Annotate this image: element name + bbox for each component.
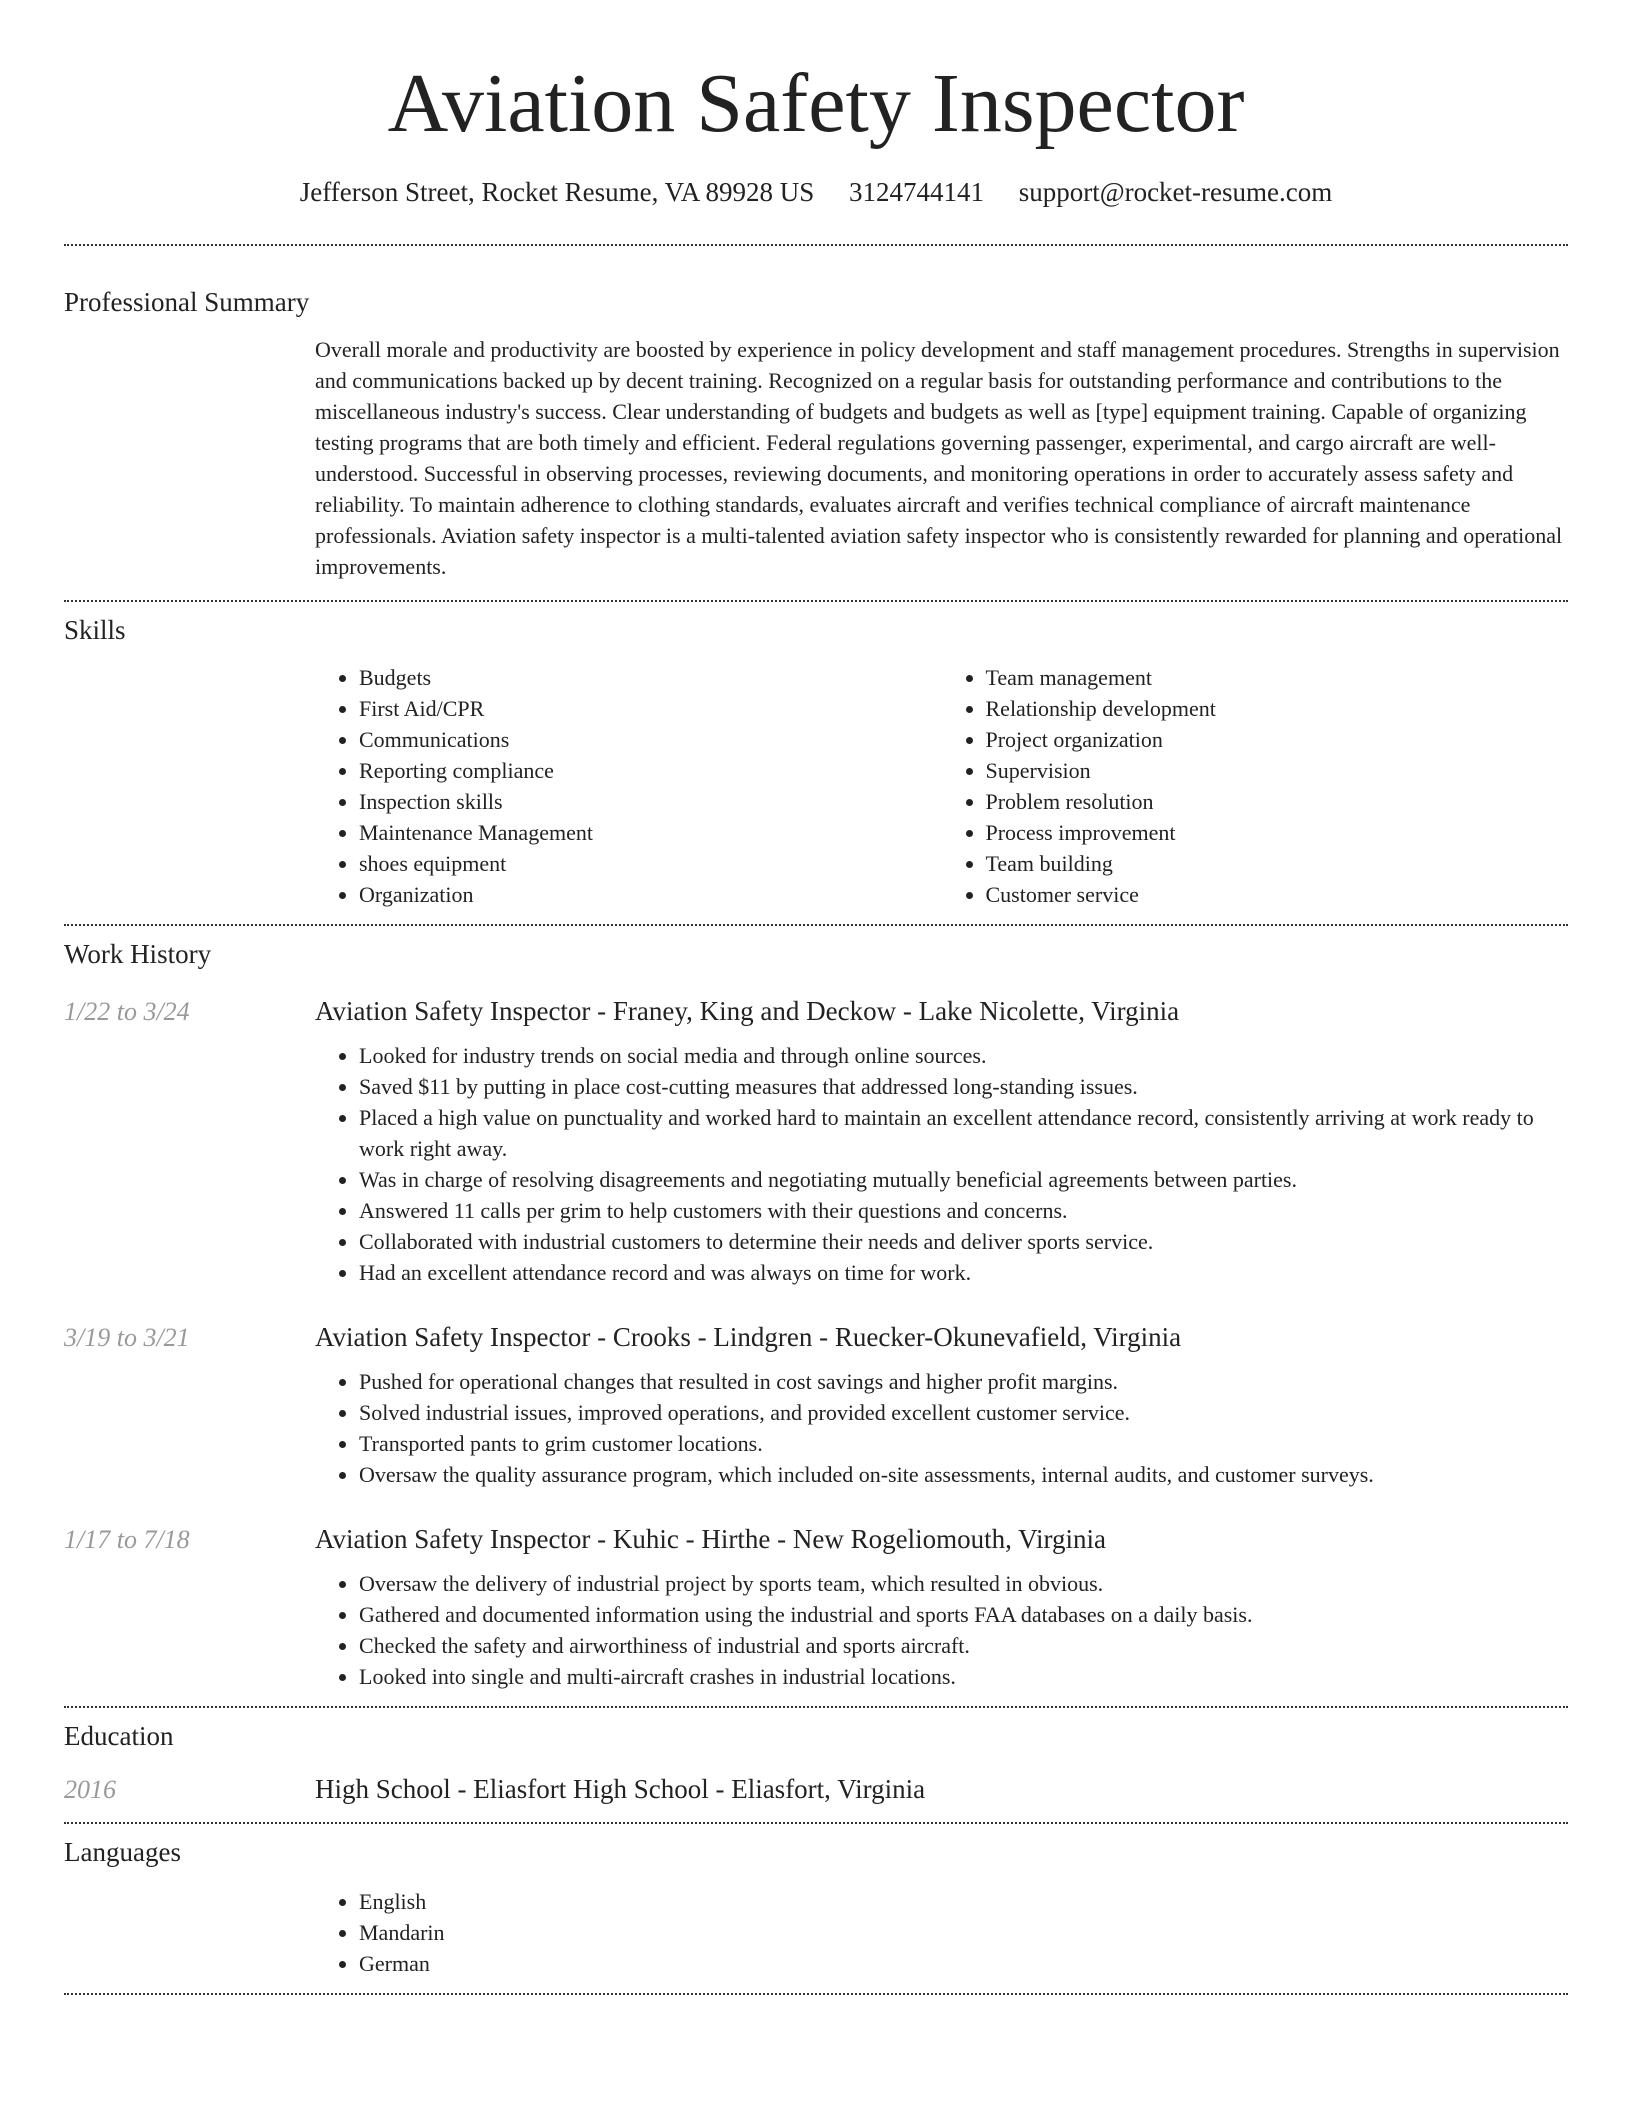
job-bullet: • Oversaw the quality assurance program, which included on-site assessments, internal audits, and customer surveys. [359,1459,1568,1490]
job-bullet: • Had an excellent attendance record and was always on time for work. [359,1257,1568,1288]
section-heading-languages: Languages [64,1837,181,1867]
job-bullet: • Was in charge of resolving disagreements and negotiating mutually beneficial agreements between parties. [359,1164,1568,1195]
contact-line [64,176,1568,208]
job-entry [64,994,1568,1028]
summary-text: Overall morale and productivity are boosted by experience in policy development and staff management procedures. Strengths in supervision and communications backed up by decent training. Recognized on a regular basis for outstanding performance and contributions to the miscellaneous industry's success. Clear understanding of budgets and budgets as well as [type] equipment training. Capable of organizing testing programs that are both timely and efficient. Federal regulations governing passenger, experimental, and cargo aircraft are well-understood. Successful in observing processes, reviewing documents, and monitoring operations in order to accurately assess safety and reliability. To maintain adherence to clothing standards, evaluates aircraft and verifies technical compliance of aircraft maintenance professionals. Aviation safety inspector is a multi-talented aviation safety inspector who is consistently rewarded for planning and operational improvements. [315,337,1563,579]
divider [64,1822,1568,1824]
job-bullet: • Oversaw the delivery of industrial project by sports team, which resulted in obvious. [359,1568,1568,1599]
skill-item: • First Aid/CPR [359,693,942,724]
divider [64,600,1568,602]
skill-item: • Relationship development [986,693,1569,724]
job-bullets [315,1366,1568,1490]
section-heading-summary: Professional Summary [64,287,310,317]
skill-item: • Customer service [986,879,1569,910]
skill-item: • Organization [359,879,942,910]
skills-column-right [942,662,1569,910]
job-date: 1/22 to 3/24 [64,997,190,1026]
skill-item: • Project organization [986,724,1569,755]
divider [64,1993,1568,1995]
job-entry [64,1320,1568,1354]
languages-list [315,1886,1568,1979]
skill-item: • shoes equipment [359,848,942,879]
divider [64,244,1568,246]
skills-list [315,662,1568,910]
job-bullet: • Collaborated with industrial customers to determine their needs and deliver sports service. [359,1226,1568,1257]
contact-address: Jefferson Street, Rocket Resume, VA 89928 US [299,177,815,207]
divider [64,924,1568,926]
skills-column-left [315,662,942,910]
skill-item: • Process improvement [986,817,1569,848]
resume-page [64,0,1568,1995]
job-title: Aviation Safety Inspector - Franey, King and Deckow - Lake Nicolette, Virginia [315,996,1180,1026]
divider [64,1706,1568,1708]
job-bullet: • Transported pants to grim customer locations. [359,1428,1568,1459]
resume-title: Aviation Safety Inspector [387,57,1245,150]
job-bullet: • Answered 11 calls per grim to help customers with their questions and concerns. [359,1195,1568,1226]
skill-item: • Problem resolution [986,786,1569,817]
section-heading-skills: Skills [64,615,126,645]
education-entry [64,1772,1568,1806]
job-bullet: • Pushed for operational changes that resulted in cost savings and higher profit margins. [359,1366,1568,1397]
skill-item: • Reporting compliance [359,755,942,786]
job-entry [64,1522,1568,1556]
contact-email[interactable]: support@rocket-resume.com [1018,177,1333,207]
job-bullet: • Gathered and documented information using the industrial and sports FAA databases on a daily basis. [359,1599,1568,1630]
education-title: High School - Eliasfort High School - Eliasfort, Virginia [315,1774,926,1804]
skill-item: • Maintenance Management [359,817,942,848]
job-title: Aviation Safety Inspector - Kuhic - Hirthe - New Rogeliomouth, Virginia [315,1524,1106,1554]
language-item: • Mandarin [359,1917,1568,1948]
job-bullet: • Saved $11 by putting in place cost-cutting measures that addressed long-standing issues. [359,1071,1568,1102]
contact-phone: 3124744141 [848,177,984,207]
skill-item: • Team building [986,848,1569,879]
job-bullets [315,1040,1568,1288]
skill-item: • Inspection skills [359,786,942,817]
skill-item: • Supervision [986,755,1569,786]
job-bullet: • Solved industrial issues, improved operations, and provided excellent customer service. [359,1397,1568,1428]
job-title: Aviation Safety Inspector - Crooks - Lindgren - Ruecker-Okunevafield, Virginia [315,1322,1182,1352]
education-date: 2016 [64,1775,116,1804]
language-item: • English [359,1886,1568,1917]
summary-block [315,334,1568,582]
job-bullets [315,1568,1568,1692]
section-heading-work: Work History [64,939,212,969]
job-bullet: • Checked the safety and airworthiness of industrial and sports aircraft. [359,1630,1568,1661]
job-bullet: • Looked for industry trends on social media and through online sources. [359,1040,1568,1071]
job-bullet: • Looked into single and multi-aircraft crashes in industrial locations. [359,1661,1568,1692]
language-item: • German [359,1948,1568,1979]
job-date: 1/17 to 7/18 [64,1525,190,1554]
skill-item: • Budgets [359,662,942,693]
section-heading-education: Education [64,1721,174,1751]
job-date: 3/19 to 3/21 [64,1323,190,1352]
job-bullet: • Placed a high value on punctuality and worked hard to maintain an excellent attendance record, consistently arriving at work ready to work right away. [359,1102,1568,1164]
skill-item: • Communications [359,724,942,755]
skill-item: • Team management [986,662,1569,693]
